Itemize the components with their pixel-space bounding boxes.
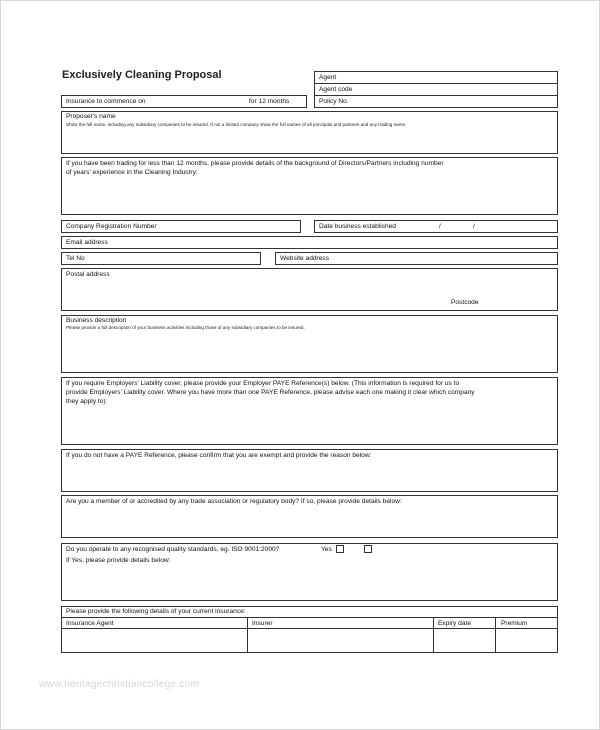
email-field[interactable] [61,236,558,249]
tel-field[interactable] [61,252,261,265]
trade-association-question: Are you a member of or accredited by any trade association or regulatory body? If so, please provide details below: [66,498,402,505]
website-label: Website address [280,255,329,262]
divider [314,95,558,96]
date-separator: / [439,223,441,230]
insurance-commence-label: Insurance to commence on [66,98,146,105]
postal-address-label: Postal address [66,271,110,278]
table-header-divider [61,617,558,618]
proposer-name-hint: Show the full name, including any subsidiary companies to be insured. If not a limited company show the full names of all principals and partners and any trading name. [66,122,407,127]
proposer-name-label: Proposer's name [66,113,116,120]
expiry-date-cell[interactable] [434,629,494,652]
if-yes-label: If Yes, please provide details below: [66,557,171,564]
postal-address-field[interactable] [61,268,558,311]
proposer-name-field[interactable] [61,111,558,154]
yes-label: Yes [321,546,332,553]
insurer-cell[interactable] [248,629,432,652]
business-description-field[interactable] [61,315,558,373]
policy-no-field[interactable]: Policy No. [319,98,349,105]
postcode-label: Postcode [451,299,479,306]
date-separator: / [473,223,475,230]
column-header-insurer: Insurer [252,620,273,627]
date-established-label: Date business established [319,223,396,230]
no-checkbox[interactable] [364,545,372,553]
agent-field[interactable]: Agent [319,74,337,81]
column-header-premium: Premium [501,620,528,627]
business-description-hint: Please provide a full description of your business activities including those of any subsidiary companies to be insured. [66,325,305,330]
employers-question-line3: they apply to): [66,398,108,405]
business-description-label: Business description [66,317,127,324]
email-label: Email address [66,239,108,246]
yes-checkbox[interactable] [336,545,344,553]
divider [314,83,558,84]
tel-label: Tel No [66,255,85,262]
quality-standards-question: Do you operate to any recognised quality standards, eg. ISO 9001:2000? [66,546,280,553]
column-header-insurance-agent: Insurance Agent [66,620,114,627]
watermark: www.heritagechristiancollege.com [39,679,200,690]
employers-question-line1: If you require Employers' Liability cover, please provide your Employer PAYE Reference(s) below. (This information is required for us to [66,380,460,387]
insurance-agent-cell[interactable] [62,629,246,652]
form-title: Exclusively Cleaning Proposal [62,69,222,81]
premium-cell[interactable] [496,629,557,652]
trading-question-line1: If you have been trading for less than 12 months, please provide details of the background of Directors/Partners including number [66,160,444,167]
paye-question: If you do not have a PAYE Reference, please confirm that you are exempt and provide the reason below: [66,452,372,459]
column-header-expiry-date: Expiry date [438,620,471,627]
agent-code-field[interactable]: Agent code [319,86,353,93]
employers-question-line2: provide Employers' Liability cover. Where you have more than one PAYE Reference, please advise each one making it clear which company [66,389,475,396]
for-12-months-label: for 12 months [249,98,290,105]
company-reg-label: Company Registration Number [66,223,157,230]
current-insurance-label: Please provide the following details of your current insurance: [66,608,246,615]
trading-question-line2: of years' experience in the Cleaning Industry: [66,169,198,176]
